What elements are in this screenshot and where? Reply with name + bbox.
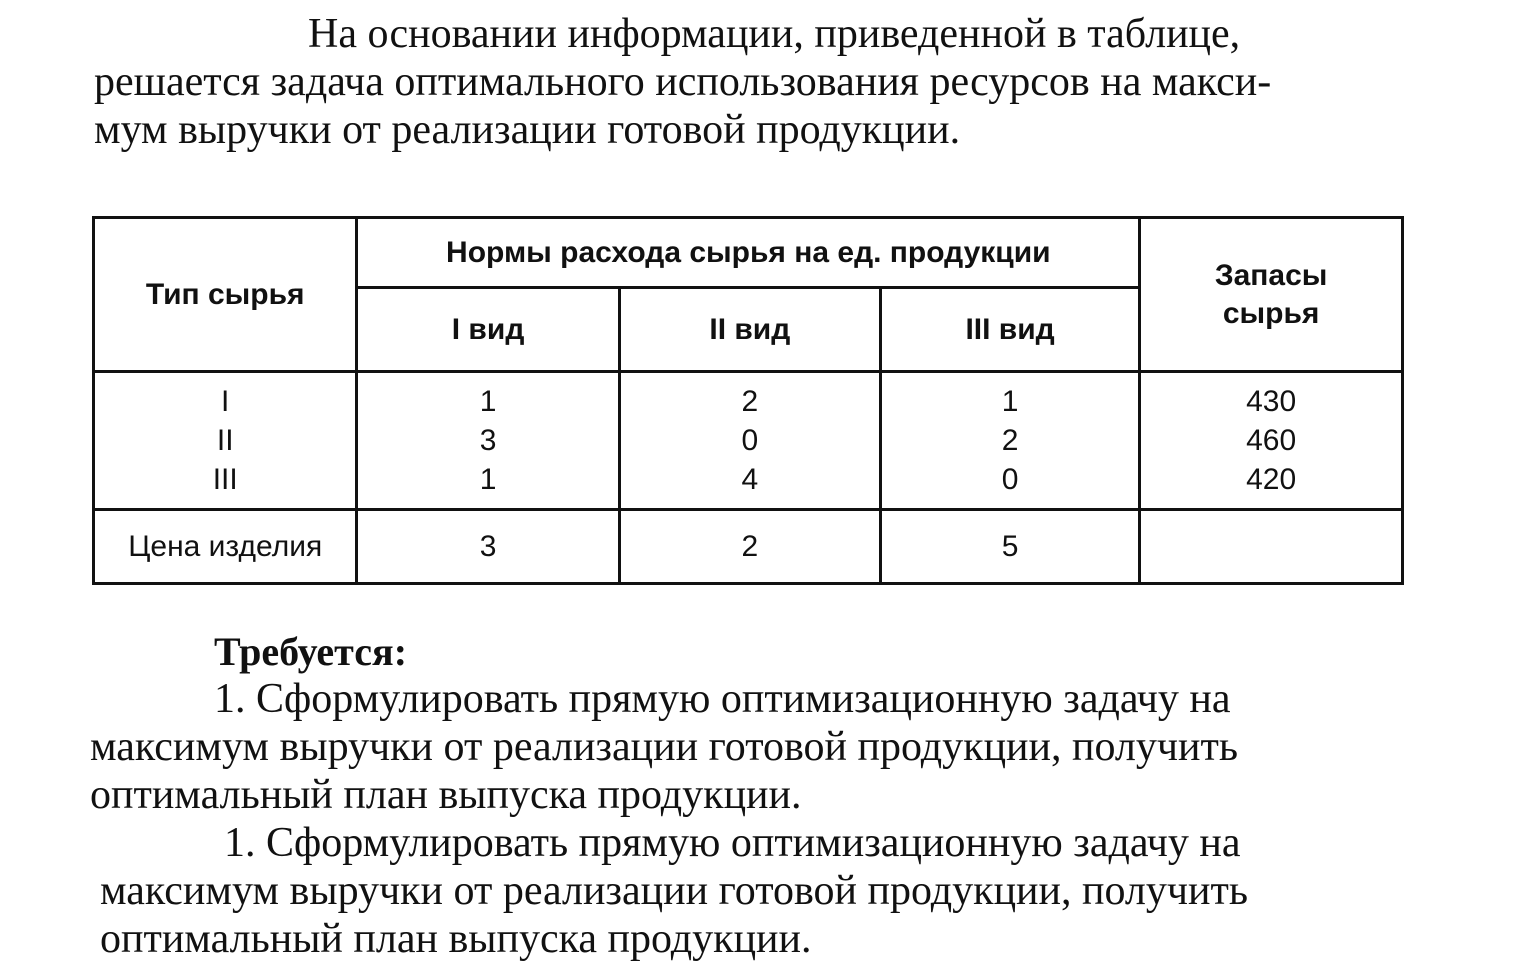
table-row <box>94 372 1403 510</box>
stock-cell <box>1140 372 1403 510</box>
price-value: 2 <box>619 510 880 584</box>
norm-value: 0 <box>741 424 759 457</box>
price-value: 5 <box>880 510 1139 584</box>
norm-value: 1 <box>479 385 497 418</box>
price-empty-cell <box>1140 510 1403 584</box>
intro-paragraph <box>94 10 1404 154</box>
norm-value: 1 <box>479 463 497 496</box>
raw-type-value: III <box>212 463 238 496</box>
norm-value: 2 <box>741 385 759 418</box>
header-product-1: I вид <box>357 288 619 372</box>
raw-type-value: I <box>221 385 230 418</box>
norm-product-1-cell <box>357 372 619 510</box>
requirement-line: оптимальный план выпуска продукции. <box>90 772 802 818</box>
header-norms: Нормы расхода сырья на ед. продукции <box>357 218 1140 288</box>
norm-product-2-cell <box>619 372 880 510</box>
requirement-line: максимум выручки от реализации готовой продукции, получить <box>90 724 1238 770</box>
stock-value: 460 <box>1246 424 1297 457</box>
norm-product-3-cell <box>880 372 1139 510</box>
raw-type-cell <box>94 372 357 510</box>
norm-value: 3 <box>479 424 497 457</box>
header-raw-type: Тип сырья <box>94 218 357 372</box>
header-product-3: III вид <box>880 288 1139 372</box>
table-row <box>94 510 1403 584</box>
resource-table <box>92 216 1404 585</box>
requirement-line: максимум выручки от реализации готовой продукции, получить <box>100 868 1248 914</box>
intro-line: решается задача оптимального использования ресурсов на макси- <box>94 59 1272 105</box>
norm-value: 2 <box>1001 424 1019 457</box>
raw-type-value: II <box>216 424 234 457</box>
norm-value: 1 <box>1001 385 1019 418</box>
norm-value: 0 <box>1001 463 1019 496</box>
requirements-title: Требуется: <box>214 629 408 674</box>
requirement-item-1 <box>90 675 1402 819</box>
stock-value: 420 <box>1246 463 1297 496</box>
intro-line: На основании информации, приведенной в таблице, <box>308 11 1241 57</box>
norm-value: 4 <box>741 463 759 496</box>
requirement-item-2 <box>100 819 1412 963</box>
requirement-line: 1. Сформулировать прямую оптимизационную задачу на <box>224 820 1241 866</box>
header-stock: Запасы сырья <box>1140 218 1403 372</box>
price-value: 3 <box>357 510 619 584</box>
price-label: Цена изделия <box>94 510 357 584</box>
intro-line: мум выручки от реализации готовой продукции. <box>94 107 961 153</box>
requirement-line: оптимальный план выпуска продукции. <box>100 916 812 962</box>
stock-value: 430 <box>1246 385 1297 418</box>
header-product-2: II вид <box>619 288 880 372</box>
requirement-line: 1. Сформулировать прямую оптимизационную задачу на <box>214 676 1231 722</box>
